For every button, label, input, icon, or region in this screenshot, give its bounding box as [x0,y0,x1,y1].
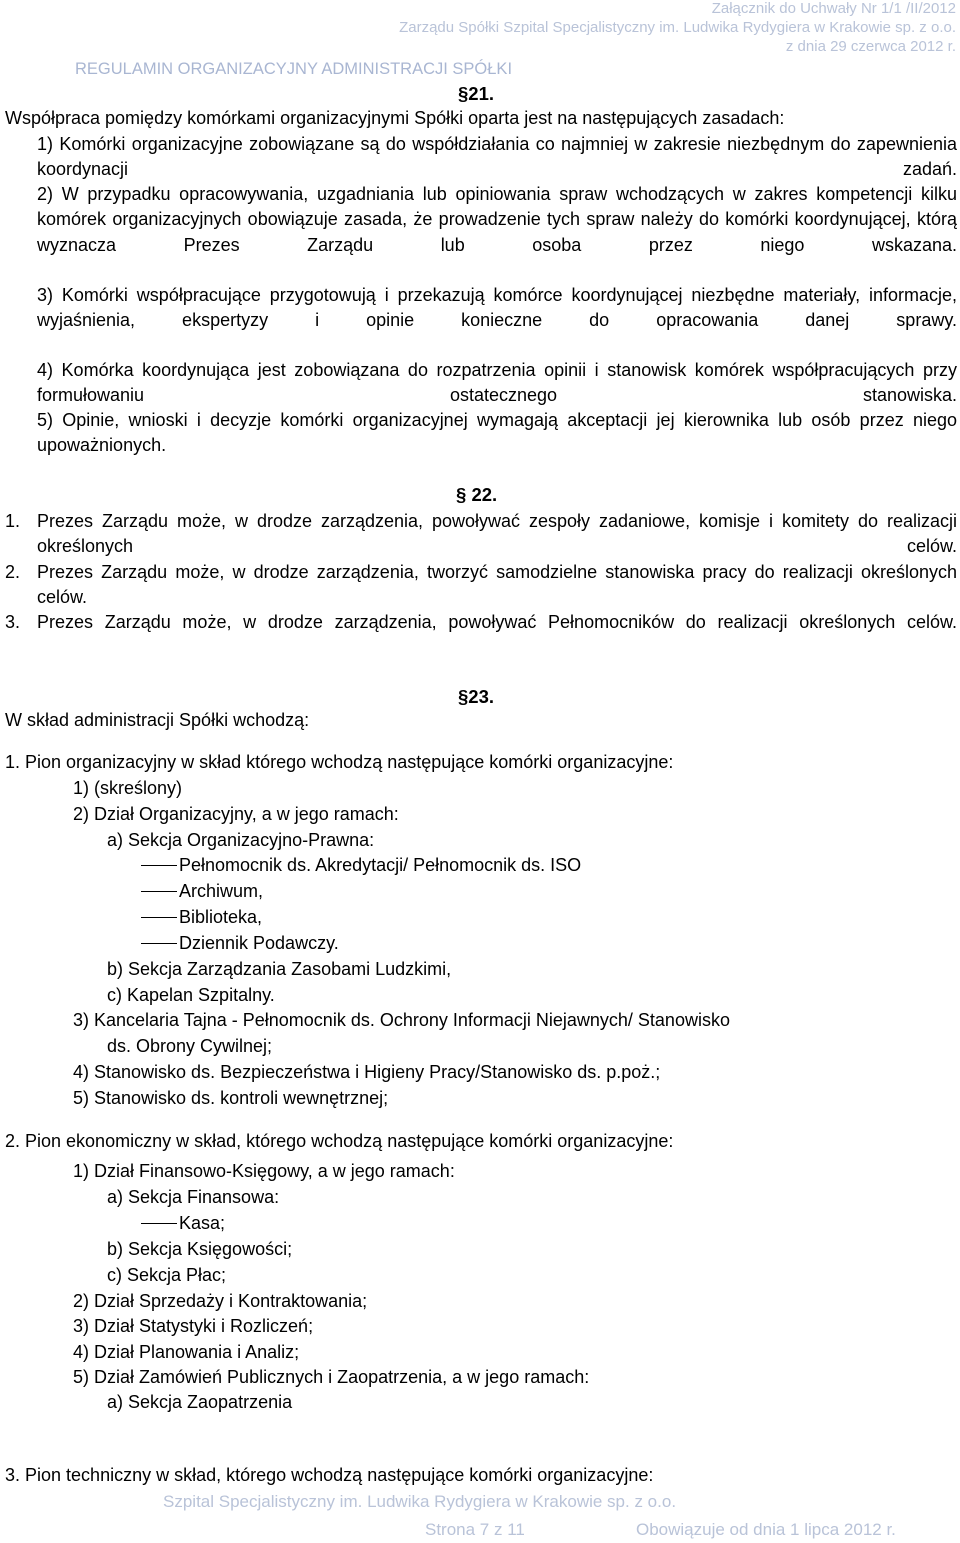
pion-2-sub-c: c) Sekcja Płac; [107,1265,227,1285]
dash-bullet-icon [141,943,177,944]
footer-effective-date: Obowiązuje od dnia 1 lipca 2012 r. [636,1520,896,1539]
section-21-intro: Współpraca pomiędzy komórkami organizacyjnymi Spółki oparta jest na następujących zasadach: [5,108,785,128]
dash-bullet-icon [141,1223,177,1224]
section-22-item-1: Prezes Zarządu może, w drodze zarządzenia, powoływać zespoły zadaniowe, komisje i komitety do realizacji określonych celów. [37,511,957,557]
section-22-item-1-number: 1. [5,511,21,531]
section-21-item-5: 5) Opinie, wnioski i decyzje komórki organizacyjnej wymagają akceptacji jej kierownika lub osób przez niego upoważnionych. [37,410,957,456]
pion-1-item-1: 1) (skreślony) [73,778,183,798]
section-21-item-3: 3) Komórki współpracujące przygotowują i przekazują komórce koordynującej niezbędne materiały, informacje, wyjaśnienia, ekspertyzy i opinie konieczne do opracowania danej sprawy. [37,285,957,331]
pion-1-sub-b: b) Sekcja Zarządzania Zasobami Ludzkimi, [107,959,452,979]
pion-1-dash-4: Dziennik Podawczy. [179,933,339,953]
section-23-intro: W skład administracji Spółki wchodzą: [5,710,310,730]
section-22-heading: § 22. [456,484,498,505]
pion-1-item-4: 4) Stanowisko ds. Bezpieczeństwa i Higieny Pracy/Stanowisko ds. p.poż.; [73,1062,661,1082]
section-21-item-1: 1) Komórki organizacyjne zobowiązane są do współdziałania co najmniej w zakresie niezbędnym do zapewnienia koordynacji zadań. [37,134,957,180]
pion-techniczny-title: 3. Pion techniczny w skład, którego wchodzą następujące komórki organizacyjne: [5,1465,654,1485]
section-21-item-4: 4) Komórka koordynująca jest zobowiązana do rozpatrzenia opinii i stanowisk komórek współpracujących przy formułowaniu ostatecznego stanowiska. [37,360,957,406]
pion-2-item-5: 5) Dział Zamówień Publicznych i Zaopatrzenia, a w jego ramach: [73,1367,590,1387]
section-23-heading: §23. [458,686,495,707]
pion-1-item-2: 2) Dział Organizacyjny, a w jego ramach: [73,804,399,824]
pion-ekonomiczny-title: 2. Pion ekonomiczny w skład, którego wchodzą następujące komórki organizacyjne: [5,1131,674,1151]
pion-1-item-3: 3) Kancelaria Tajna - Pełnomocnik ds. Ochrony Informacji Niejawnych/ Stanowisko [73,1010,730,1030]
header-board-line: Zarządu Spółki Szpital Specjalistyczny im. Ludwika Rydygiera w Krakowie sp. z o.o. [399,19,956,36]
header-attachment-line: Załącznik do Uchwały Nr 1/1 /II/2012 [711,0,956,17]
section-21-heading: §21. [458,83,495,104]
pion-2-item-4: 4) Dział Planowania i Analiz; [73,1342,300,1362]
pion-1-dash-1: Pełnomocnik ds. Akredytacji/ Pełnomocnik ds. ISO [179,855,582,875]
document-title: REGULAMIN ORGANIZACYJNY ADMINISTRACJI SPÓŁKI [75,60,513,78]
pion-2-sub-b: b) Sekcja Księgowości; [107,1239,293,1259]
section-21-item-2: 2) W przypadku opracowywania, uzgadniania lub opiniowania spraw wchodzących w zakres kompetencji kilku komórek organizacyjnych obowiązuje zasada, że prowadzenie tych spraw należy do komórki koordynującej, którą wyznacza Prezes Zarządu lub osoba przez niego wskazana. [37,184,957,255]
pion-2-item-2: 2) Dział Sprzedaży i Kontraktowania; [73,1291,368,1311]
pion-1-dash-3: Biblioteka, [179,907,263,927]
pion-1-item-3-cont: ds. Obrony Cywilnej; [107,1036,273,1056]
dash-bullet-icon [141,865,177,866]
header-date-line: z dnia 29 czerwca 2012 r. [785,38,956,55]
dash-bullet-icon [141,917,177,918]
section-22-item-3-number: 3. [5,612,21,632]
section-22-item-2: Prezes Zarządu może, w drodze zarządzenia, tworzyć samodzielne stanowiska pracy do realizacji określonych celów. [37,562,957,608]
pion-1-sub-c: c) Kapelan Szpitalny. [107,985,275,1005]
pion-1-item-5: 5) Stanowisko ds. kontroli wewnętrznej; [73,1088,389,1108]
pion-1-dash-2: Archiwum, [179,881,264,901]
pion-1-sub-a: a) Sekcja Organizacyjno-Prawna: [107,830,375,850]
pion-2-sub-a2: a) Sekcja Zaopatrzenia [107,1392,293,1412]
footer-company: Szpital Specjalistyczny im. Ludwika Rydygiera w Krakowie sp. z o.o. [163,1492,677,1511]
footer-page-number: Strona 7 z 11 [425,1520,525,1539]
pion-2-item-3: 3) Dział Statystyki i Rozliczeń; [73,1316,314,1336]
dash-bullet-icon [141,891,177,892]
pion-2-sub-a: a) Sekcja Finansowa: [107,1187,280,1207]
pion-organizacyjny-title: 1. Pion organizacyjny w skład którego wchodzą następujące komórki organizacyjne: [5,752,674,772]
pion-2-item-1: 1) Dział Finansowo-Księgowy, a w jego ramach: [73,1161,455,1181]
section-22-item-3: Prezes Zarządu może, w drodze zarządzenia, powoływać Pełnomocników do realizacji określonych celów. [37,612,957,632]
pion-2-dash-1: Kasa; [179,1213,226,1233]
section-22-item-2-number: 2. [5,562,21,582]
